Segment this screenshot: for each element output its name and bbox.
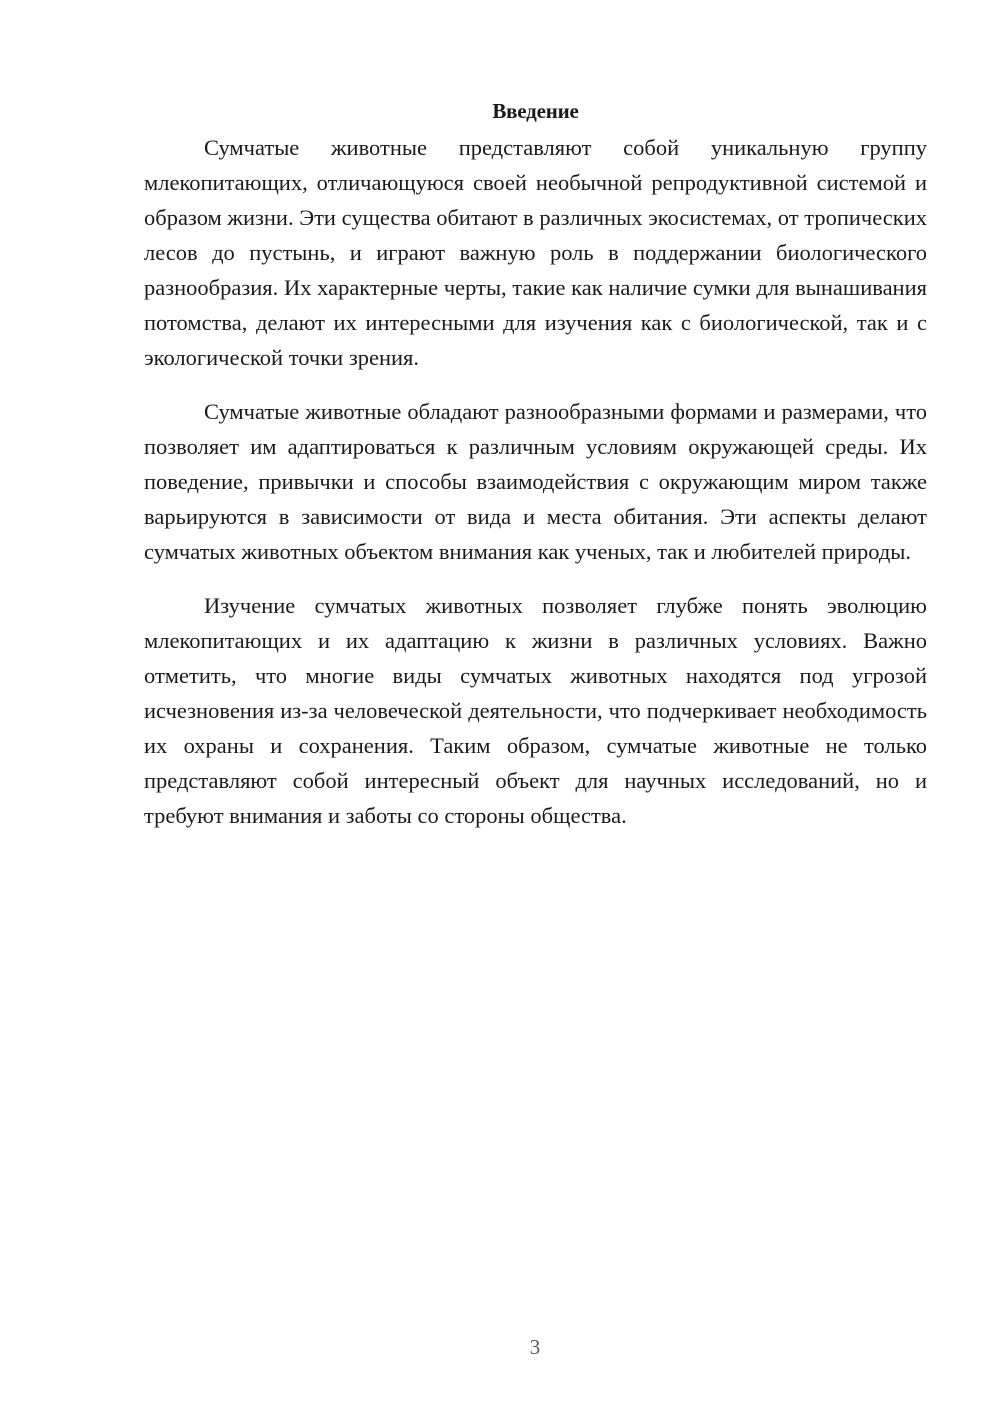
page-body — [144, 96, 927, 833]
paragraph-1: Сумчатые животные представляют собой уникальную группу млекопитающих, отличающуюся своей необычной репродуктивной системой и образом жизни. Эти существа обитают в различных экосистемах, от тропических лесов до пустынь, и играют важную роль в поддержании биологического разнообразия. Их характерные черты, такие как наличие сумки для вынашивания потомства, делают их интересными для изучения как с биологической, так и с экологической точки зрения. — [144, 135, 927, 370]
section-title: Введение — [492, 99, 579, 123]
paragraph-3: Изучение сумчатых животных позволяет глубже понять эволюцию млекопитающих и их адаптацию к жизни в различных условиях. Важно отметить, что многие виды сумчатых животных находятся под угрозой исчезновения из-за человеческой деятельности, что подчеркивает необходимость их охраны и сохранения. Таким образом, сумчатые животные не только представляют собой интересный объект для научных исследований, но и требуют внимания и заботы со стороны общества. — [144, 593, 927, 828]
paragraph-2: Сумчатые животные обладают разнообразными формами и размерами, что позволяет им адаптироваться к различным условиям окружающей среды. Их поведение, привычки и способы взаимодействия с окружающим миром также варьируются в зависимости от вида и места обитания. Эти аспекты делают сумчатых животных объектом внимания как ученых, так и любителей природы. — [144, 399, 927, 564]
page-number: 3 — [529, 1335, 541, 1359]
